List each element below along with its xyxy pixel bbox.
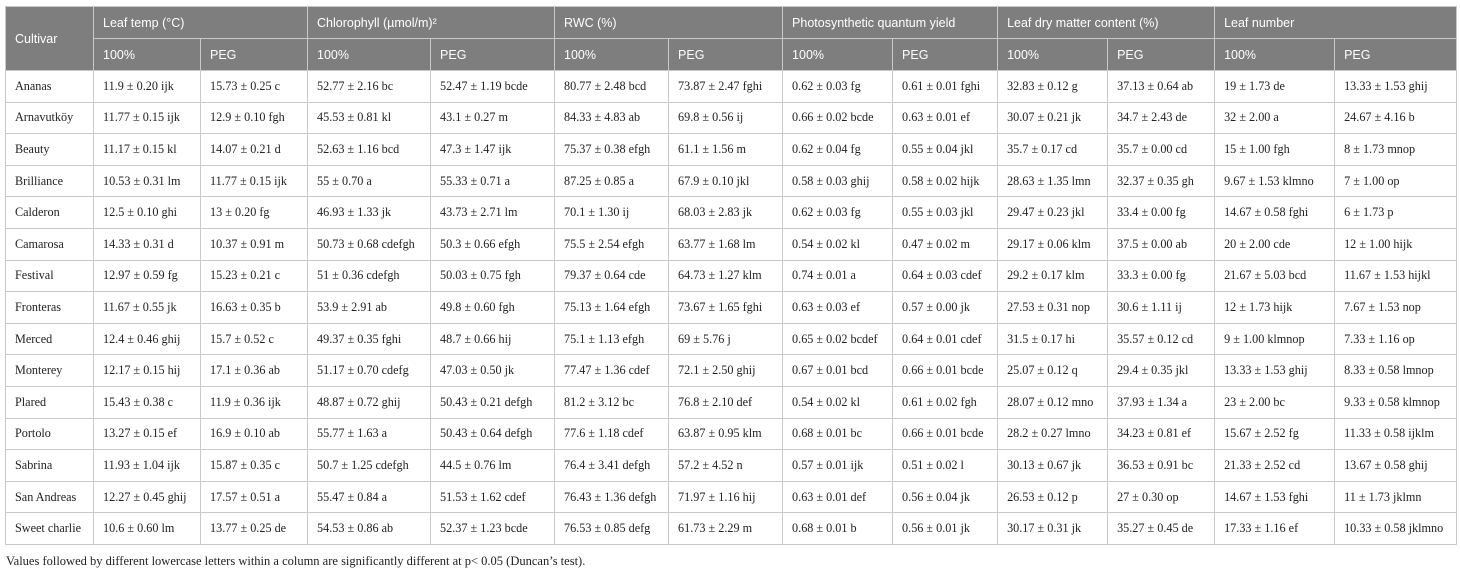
value-cell: 61.73 ± 2.29 m (669, 513, 783, 545)
value-cell: 80.77 ± 2.48 bcd (555, 71, 669, 103)
table-row (6, 450, 1457, 482)
value-cell: 7.33 ± 1.16 op (1335, 323, 1457, 355)
value-cell: 0.47 ± 0.02 m (893, 228, 998, 260)
value-cell: 49.37 ± 0.35 fghi (308, 323, 431, 355)
value-cell: 11.17 ± 0.15 kl (94, 134, 201, 166)
value-cell: 0.64 ± 0.01 cdef (893, 323, 998, 355)
value-cell: 47.03 ± 0.50 jk (431, 355, 555, 387)
cultivar-cell: Arnavutköy (6, 102, 94, 134)
value-cell: 0.62 ± 0.04 fg (783, 134, 893, 166)
value-cell: 33.3 ± 0.00 fg (1108, 260, 1215, 292)
cultivar-cell: Merced (6, 323, 94, 355)
value-cell: 35.7 ± 0.17 cd (998, 134, 1108, 166)
cultivar-header: Cultivar (6, 7, 94, 71)
value-cell: 12.4 ± 0.46 ghij (94, 323, 201, 355)
value-cell: 0.57 ± 0.00 jk (893, 292, 998, 324)
value-cell: 0.51 ± 0.02 l (893, 450, 998, 482)
value-cell: 15.23 ± 0.21 c (201, 260, 308, 292)
results-table (5, 6, 1457, 545)
value-cell: 12.9 ± 0.10 fgh (201, 102, 308, 134)
cultivar-cell: Camarosa (6, 228, 94, 260)
value-cell: 31.5 ± 0.17 hi (998, 323, 1108, 355)
value-cell: 0.74 ± 0.01 a (783, 260, 893, 292)
value-cell: 29.4 ± 0.35 jkl (1108, 355, 1215, 387)
header-rwc: RWC (%) (555, 7, 783, 39)
value-cell: 0.66 ± 0.01 bcde (893, 355, 998, 387)
value-cell: 0.63 ± 0.01 def (783, 481, 893, 513)
value-cell: 0.66 ± 0.01 bcde (893, 418, 998, 450)
value-cell: 45.53 ± 0.81 kl (308, 102, 431, 134)
value-cell: 50.3 ± 0.66 efgh (431, 228, 555, 260)
value-cell: 35.57 ± 0.12 cd (1108, 323, 1215, 355)
value-cell: 20 ± 2.00 cde (1215, 228, 1335, 260)
subheader-100: 100% (1215, 39, 1335, 71)
value-cell: 19 ± 1.73 de (1215, 71, 1335, 103)
value-cell: 37.93 ± 1.34 a (1108, 386, 1215, 418)
header-leaf-temp: Leaf temp (°C) (94, 7, 308, 39)
value-cell: 23 ± 2.00 bc (1215, 386, 1335, 418)
value-cell: 9.67 ± 1.53 klmno (1215, 165, 1335, 197)
table-row (6, 513, 1457, 545)
value-cell: 28.63 ± 1.35 lmn (998, 165, 1108, 197)
value-cell: 76.43 ± 1.36 defgh (555, 481, 669, 513)
value-cell: 0.62 ± 0.03 fg (783, 71, 893, 103)
cultivar-cell: Portolo (6, 418, 94, 450)
header-quantum-yield: Photosynthetic quantum yield (783, 7, 998, 39)
results-table-container (5, 6, 1456, 545)
cultivar-cell: Fronteras (6, 292, 94, 324)
value-cell: 0.56 ± 0.04 jk (893, 481, 998, 513)
value-cell: 34.7 ± 2.43 de (1108, 102, 1215, 134)
table-row (6, 260, 1457, 292)
value-cell: 52.47 ± 1.19 bcde (431, 71, 555, 103)
value-cell: 87.25 ± 0.85 a (555, 165, 669, 197)
cultivar-cell: San Andreas (6, 481, 94, 513)
value-cell: 21.33 ± 2.52 cd (1215, 450, 1335, 482)
value-cell: 57.2 ± 4.52 n (669, 450, 783, 482)
value-cell: 76.8 ± 2.10 def (669, 386, 783, 418)
value-cell: 16.63 ± 0.35 b (201, 292, 308, 324)
value-cell: 75.37 ± 0.38 efgh (555, 134, 669, 166)
subheader-peg: PEG (1335, 39, 1457, 71)
subheader-peg: PEG (1108, 39, 1215, 71)
header-chlorophyll: Chlorophyll (µmol/m)² (308, 7, 555, 39)
header-sub-row (6, 39, 1457, 71)
value-cell: 37.5 ± 0.00 ab (1108, 228, 1215, 260)
value-cell: 68.03 ± 2.83 jk (669, 197, 783, 229)
value-cell: 11.9 ± 0.36 ijk (201, 386, 308, 418)
value-cell: 6 ± 1.73 p (1335, 197, 1457, 229)
value-cell: 13.77 ± 0.25 de (201, 513, 308, 545)
value-cell: 12.97 ± 0.59 fg (94, 260, 201, 292)
value-cell: 81.2 ± 3.12 bc (555, 386, 669, 418)
value-cell: 51.53 ± 1.62 cdef (431, 481, 555, 513)
value-cell: 52.77 ± 2.16 bc (308, 71, 431, 103)
value-cell: 32.37 ± 0.35 gh (1108, 165, 1215, 197)
value-cell: 32 ± 2.00 a (1215, 102, 1335, 134)
value-cell: 14.07 ± 0.21 d (201, 134, 308, 166)
value-cell: 11.33 ± 0.58 ijklm (1335, 418, 1457, 450)
value-cell: 0.63 ± 0.03 ef (783, 292, 893, 324)
table-row (6, 134, 1457, 166)
subheader-100: 100% (998, 39, 1108, 71)
value-cell: 7.67 ± 1.53 nop (1335, 292, 1457, 324)
value-cell: 11.67 ± 0.55 jk (94, 292, 201, 324)
value-cell: 50.43 ± 0.21 defgh (431, 386, 555, 418)
value-cell: 15.87 ± 0.35 c (201, 450, 308, 482)
table-row (6, 355, 1457, 387)
cultivar-cell: Calderon (6, 197, 94, 229)
value-cell: 10.33 ± 0.58 jklmno (1335, 513, 1457, 545)
cultivar-cell: Sabrina (6, 450, 94, 482)
value-cell: 12.27 ± 0.45 ghij (94, 481, 201, 513)
value-cell: 72.1 ± 2.50 ghij (669, 355, 783, 387)
value-cell: 37.13 ± 0.64 ab (1108, 71, 1215, 103)
value-cell: 30.17 ± 0.31 jk (998, 513, 1108, 545)
cultivar-cell: Brilliance (6, 165, 94, 197)
value-cell: 15.43 ± 0.38 c (94, 386, 201, 418)
value-cell: 15.7 ± 0.52 c (201, 323, 308, 355)
value-cell: 30.6 ± 1.11 ij (1108, 292, 1215, 324)
value-cell: 0.61 ± 0.01 fghi (893, 71, 998, 103)
table-row (6, 71, 1457, 103)
table-row (6, 197, 1457, 229)
value-cell: 55 ± 0.70 a (308, 165, 431, 197)
value-cell: 77.6 ± 1.18 cdef (555, 418, 669, 450)
value-cell: 13.33 ± 1.53 ghij (1215, 355, 1335, 387)
value-cell: 75.13 ± 1.64 efgh (555, 292, 669, 324)
value-cell: 50.73 ± 0.68 cdefgh (308, 228, 431, 260)
value-cell: 0.68 ± 0.01 bc (783, 418, 893, 450)
value-cell: 55.47 ± 0.84 a (308, 481, 431, 513)
value-cell: 29.47 ± 0.23 jkl (998, 197, 1108, 229)
value-cell: 8.33 ± 0.58 lmnop (1335, 355, 1457, 387)
value-cell: 0.66 ± 0.02 bcde (783, 102, 893, 134)
value-cell: 0.65 ± 0.02 bcdef (783, 323, 893, 355)
value-cell: 55.33 ± 0.71 a (431, 165, 555, 197)
value-cell: 10.37 ± 0.91 m (201, 228, 308, 260)
value-cell: 30.07 ± 0.21 jk (998, 102, 1108, 134)
value-cell: 7 ± 1.00 op (1335, 165, 1457, 197)
value-cell: 21.67 ± 5.03 bcd (1215, 260, 1335, 292)
table-body (6, 71, 1457, 545)
value-cell: 24.67 ± 4.16 b (1335, 102, 1457, 134)
value-cell: 17.33 ± 1.16 ef (1215, 513, 1335, 545)
value-cell: 12.17 ± 0.15 hij (94, 355, 201, 387)
value-cell: 0.55 ± 0.04 jkl (893, 134, 998, 166)
value-cell: 28.2 ± 0.27 lmno (998, 418, 1108, 450)
value-cell: 73.67 ± 1.65 fghi (669, 292, 783, 324)
value-cell: 48.87 ± 0.72 ghij (308, 386, 431, 418)
value-cell: 50.7 ± 1.25 cdefgh (308, 450, 431, 482)
value-cell: 14.67 ± 0.58 fghi (1215, 197, 1335, 229)
header-leaf-number: Leaf number (1215, 7, 1457, 39)
value-cell: 69 ± 5.76 j (669, 323, 783, 355)
cultivar-cell: Festival (6, 260, 94, 292)
value-cell: 11.9 ± 0.20 ijk (94, 71, 201, 103)
cultivar-cell: Plared (6, 386, 94, 418)
value-cell: 14.67 ± 1.53 fghi (1215, 481, 1335, 513)
value-cell: 44.5 ± 0.76 lm (431, 450, 555, 482)
value-cell: 0.68 ± 0.01 b (783, 513, 893, 545)
value-cell: 49.8 ± 0.60 fgh (431, 292, 555, 324)
value-cell: 33.4 ± 0.00 fg (1108, 197, 1215, 229)
value-cell: 0.62 ± 0.03 fg (783, 197, 893, 229)
cultivar-cell: Monterey (6, 355, 94, 387)
value-cell: 0.54 ± 0.02 kl (783, 386, 893, 418)
value-cell: 13.33 ± 1.53 ghij (1335, 71, 1457, 103)
table-row (6, 481, 1457, 513)
value-cell: 63.77 ± 1.68 lm (669, 228, 783, 260)
value-cell: 14.33 ± 0.31 d (94, 228, 201, 260)
value-cell: 9.33 ± 0.58 klmnop (1335, 386, 1457, 418)
value-cell: 50.03 ± 0.75 fgh (431, 260, 555, 292)
value-cell: 51 ± 0.36 cdefgh (308, 260, 431, 292)
value-cell: 46.93 ± 1.33 jk (308, 197, 431, 229)
header-group-row (6, 7, 1457, 39)
subheader-100: 100% (555, 39, 669, 71)
subheader-100: 100% (783, 39, 893, 71)
value-cell: 51.17 ± 0.70 cdefg (308, 355, 431, 387)
value-cell: 0.63 ± 0.01 ef (893, 102, 998, 134)
value-cell: 12 ± 1.00 hijk (1335, 228, 1457, 260)
subheader-peg: PEG (893, 39, 998, 71)
value-cell: 13.27 ± 0.15 ef (94, 418, 201, 450)
value-cell: 0.54 ± 0.02 kl (783, 228, 893, 260)
value-cell: 47.3 ± 1.47 ijk (431, 134, 555, 166)
value-cell: 12.5 ± 0.10 ghi (94, 197, 201, 229)
value-cell: 15.73 ± 0.25 c (201, 71, 308, 103)
value-cell: 32.83 ± 0.12 g (998, 71, 1108, 103)
value-cell: 11.77 ± 0.15 ijk (94, 102, 201, 134)
value-cell: 52.63 ± 1.16 bcd (308, 134, 431, 166)
value-cell: 35.27 ± 0.45 de (1108, 513, 1215, 545)
table-row (6, 418, 1457, 450)
value-cell: 70.1 ± 1.30 ij (555, 197, 669, 229)
value-cell: 25.07 ± 0.12 q (998, 355, 1108, 387)
cultivar-cell: Sweet charlie (6, 513, 94, 545)
value-cell: 11 ± 1.73 jklmn (1335, 481, 1457, 513)
subheader-100: 100% (308, 39, 431, 71)
value-cell: 64.73 ± 1.27 klm (669, 260, 783, 292)
value-cell: 12 ± 1.73 hijk (1215, 292, 1335, 324)
value-cell: 30.13 ± 0.67 jk (998, 450, 1108, 482)
subheader-peg: PEG (431, 39, 555, 71)
value-cell: 75.5 ± 2.54 efgh (555, 228, 669, 260)
subheader-100: 100% (94, 39, 201, 71)
value-cell: 43.73 ± 2.71 lm (431, 197, 555, 229)
value-cell: 15.67 ± 2.52 fg (1215, 418, 1335, 450)
value-cell: 67.9 ± 0.10 jkl (669, 165, 783, 197)
value-cell: 76.4 ± 3.41 defgh (555, 450, 669, 482)
value-cell: 0.58 ± 0.02 hijk (893, 165, 998, 197)
table-header (6, 7, 1457, 71)
value-cell: 61.1 ± 1.56 m (669, 134, 783, 166)
value-cell: 8 ± 1.73 mnop (1335, 134, 1457, 166)
value-cell: 0.55 ± 0.03 jkl (893, 197, 998, 229)
table-row (6, 323, 1457, 355)
subheader-peg: PEG (669, 39, 783, 71)
value-cell: 0.57 ± 0.01 ijk (783, 450, 893, 482)
value-cell: 52.37 ± 1.23 bcde (431, 513, 555, 545)
value-cell: 17.1 ± 0.36 ab (201, 355, 308, 387)
table-row (6, 292, 1457, 324)
value-cell: 0.64 ± 0.03 cdef (893, 260, 998, 292)
value-cell: 26.53 ± 0.12 p (998, 481, 1108, 513)
value-cell: 36.53 ± 0.91 bc (1108, 450, 1215, 482)
value-cell: 0.58 ± 0.03 ghij (783, 165, 893, 197)
header-dry-matter: Leaf dry matter content (%) (998, 7, 1215, 39)
value-cell: 16.9 ± 0.10 ab (201, 418, 308, 450)
value-cell: 27 ± 0.30 op (1108, 481, 1215, 513)
value-cell: 28.07 ± 0.12 mno (998, 386, 1108, 418)
value-cell: 43.1 ± 0.27 m (431, 102, 555, 134)
value-cell: 73.87 ± 2.47 fghi (669, 71, 783, 103)
table-row (6, 165, 1457, 197)
value-cell: 11.93 ± 1.04 ijk (94, 450, 201, 482)
value-cell: 27.53 ± 0.31 nop (998, 292, 1108, 324)
value-cell: 79.37 ± 0.64 cde (555, 260, 669, 292)
value-cell: 54.53 ± 0.86 ab (308, 513, 431, 545)
cultivar-cell: Ananas (6, 71, 94, 103)
value-cell: 9 ± 1.00 klmnop (1215, 323, 1335, 355)
cultivar-cell: Beauty (6, 134, 94, 166)
value-cell: 13.67 ± 0.58 ghij (1335, 450, 1457, 482)
table-row (6, 102, 1457, 134)
value-cell: 75.1 ± 1.13 efgh (555, 323, 669, 355)
value-cell: 50.43 ± 0.64 defgh (431, 418, 555, 450)
value-cell: 15 ± 1.00 fgh (1215, 134, 1335, 166)
value-cell: 10.53 ± 0.31 lm (94, 165, 201, 197)
subheader-peg: PEG (201, 39, 308, 71)
value-cell: 48.7 ± 0.66 hij (431, 323, 555, 355)
value-cell: 11.77 ± 0.15 ijk (201, 165, 308, 197)
value-cell: 0.67 ± 0.01 bcd (783, 355, 893, 387)
value-cell: 13 ± 0.20 fg (201, 197, 308, 229)
table-footnote: Values followed by different lowercase letters within a column are significantly different at p< 0.05 (Duncan’s test). (6, 554, 586, 568)
value-cell: 11.67 ± 1.53 hijkl (1335, 260, 1457, 292)
value-cell: 35.7 ± 0.00 cd (1108, 134, 1215, 166)
value-cell: 17.57 ± 0.51 a (201, 481, 308, 513)
table-row (6, 228, 1457, 260)
value-cell: 29.2 ± 0.17 klm (998, 260, 1108, 292)
value-cell: 10.6 ± 0.60 lm (94, 513, 201, 545)
value-cell: 77.47 ± 1.36 cdef (555, 355, 669, 387)
value-cell: 55.77 ± 1.63 a (308, 418, 431, 450)
value-cell: 84.33 ± 4.83 ab (555, 102, 669, 134)
value-cell: 53.9 ± 2.91 ab (308, 292, 431, 324)
value-cell: 63.87 ± 0.95 klm (669, 418, 783, 450)
table-row (6, 386, 1457, 418)
value-cell: 76.53 ± 0.85 defg (555, 513, 669, 545)
value-cell: 34.23 ± 0.81 ef (1108, 418, 1215, 450)
value-cell: 0.56 ± 0.01 jk (893, 513, 998, 545)
value-cell: 0.61 ± 0.02 fgh (893, 386, 998, 418)
value-cell: 69.8 ± 0.56 ij (669, 102, 783, 134)
value-cell: 71.97 ± 1.16 hij (669, 481, 783, 513)
value-cell: 29.17 ± 0.06 klm (998, 228, 1108, 260)
